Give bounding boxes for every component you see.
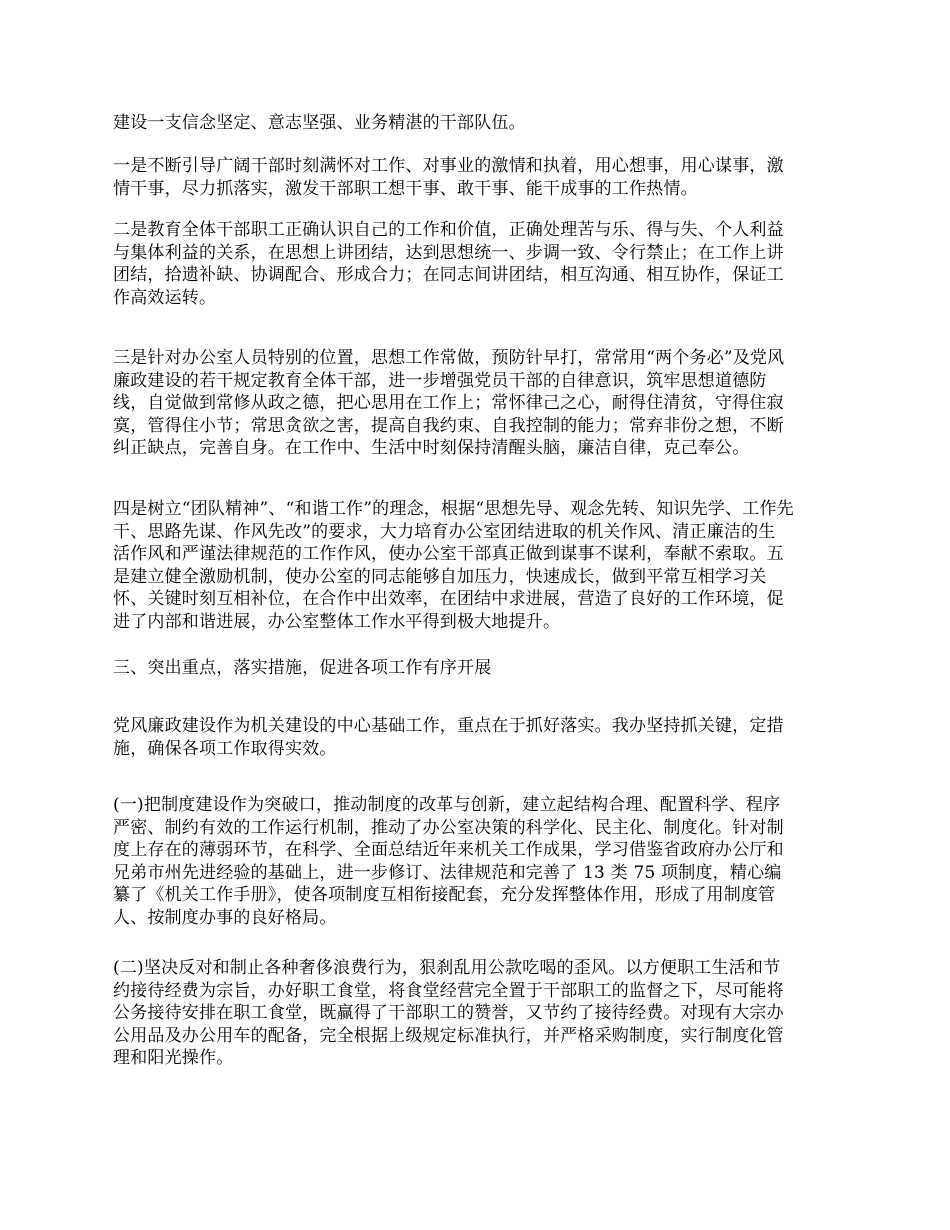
text-line: 进了内部和谐进展，办公室整体工作水平得到极大地提升。 [113, 611, 561, 632]
paragraph-point-three [113, 347, 784, 460]
paragraph-point-two [113, 219, 784, 309]
paragraph-section-intro [113, 715, 784, 760]
text-line: 约接待经费为宗旨，办好职工食堂，将食堂经营完全置于干部职工的监督之下，尽可能将 [113, 980, 784, 1001]
text-line: 廉政建设的若干规定教育全体干部，进一步增强党员干部的自律意识，筑牢思想道德防 [113, 370, 767, 391]
text-line: 人、按制度办事的良好格局。 [113, 907, 337, 928]
text-line: 二是教育全体干部职工正确认识自己的工作和价值，正确处理苦与乐、得与失、个人利益 [113, 220, 784, 240]
text-line: 建设一支信念坚定、意志坚强、业务精湛的干部队伍。 [113, 113, 526, 133]
paragraph-intro [113, 112, 526, 135]
text-line: 活作风和严谨法律规范的工作作风，使办公室干部真正做到谋事不谋利，奉献不索取。五 [113, 544, 784, 564]
text-line: 纠正缺点，完善自身。在工作中、生活中时刻保持清醒头脑，廉洁自律，克己奉公。 [113, 438, 750, 458]
text-line: 四是树立“团队精神”、“和谐工作”的理念，根据“思想先导、观念先转、知识先学、工作先 [113, 499, 794, 519]
text-line: 度上存在的薄弱环节，在科学、全面总结近年来机关工作成果，学习借鉴省政府办公厅和 [113, 840, 784, 860]
text-line: 施，确保各项工作取得实效。 [113, 738, 337, 759]
text-line: 严密、制约有效的工作运行机制，推动了办公室决策的科学化、民主化、制度化。针对制 [113, 817, 784, 838]
text-line: 怀、关键时刻互相补位，在合作中出效率，在团结中求进展，营造了良好的工作环境，促 [113, 589, 784, 609]
text-line: 团结，拾遗补缺、协调配合、形成合力；在同志间讲团结，相互沟通、相互协作，保证工 [113, 265, 784, 285]
text-line: 与集体利益的关系，在思想上讲团结，达到思想统一、步调一致、令行禁止；在工作上讲 [113, 242, 784, 263]
text-line: (二)坚决反对和制止各种奢侈浪费行为，狠刹乱用公款吃喝的歪风。以方便职工生活和节 [113, 958, 781, 978]
paragraph-point-one [113, 155, 784, 200]
text-line: 情干事，尽力抓落实，激发干部职工想干事、敢干事、能干成事的工作热情。 [113, 178, 698, 199]
text-line: 干、思路先谋、作风先改”的要求，大力培育办公室团结进取的机关作风、清正廉洁的生 [113, 521, 776, 542]
text-line: 线，自觉做到常修从政之德，把心思用在工作上；常怀律己之心，耐得住清贫，守得住寂 [113, 393, 784, 413]
text-line: 公务接待安排在职工食堂，既赢得了干部职工的赞誉，又节约了接待经费。对现有大宗办 [113, 1003, 784, 1023]
text-line: (一)把制度建设作为突破口，推动制度的改革与创新，建立起结构合理、配置科学、程序 [113, 795, 781, 815]
text-line: 三是针对办公室人员特别的位置，思想工作常做，预防针早打，常常用“两个务必”及党风 [113, 348, 785, 368]
section-heading [113, 657, 491, 680]
text-line: 三、突出重点，落实措施，促进各项工作有序开展 [113, 658, 492, 678]
text-line: 寞，管得住小节；常思贪欲之害，提高自我约束、自我控制的能力；常弃非份之想，不断 [113, 415, 784, 436]
paragraph-point-four [113, 498, 794, 633]
text-line: 纂了《机关工作手册》，使各项制度互相衔接配套，充分发挥整体作用，形成了用制度管 [113, 885, 776, 905]
text-line: 一是不断引导广阔干部时刻满怀对工作、对事业的激情和执着，用心想事，用心谋事，激 [113, 156, 784, 176]
text-line: 兄弟市州先进经验的基础上，进一步修订、法律规范和完善了 13 类 75 项制度，精心编 [113, 862, 782, 883]
paragraph-item-two [113, 957, 784, 1070]
paragraph-item-one [113, 794, 784, 929]
text-line: 理和阳光操作。 [113, 1048, 234, 1068]
text-line: 是建立健全激励机制，使办公室的同志能够自加压力，快速成长，做到平常互相学习关 [113, 566, 767, 587]
text-line: 党风廉政建设作为机关建设的中心基础工作，重点在于抓好落实。我办坚持抓关键，定措 [113, 716, 784, 736]
text-line: 公用品及办公用车的配备，完全根据上级规定标准执行，并严格采购制度，实行制度化管 [113, 1025, 784, 1046]
text-line: 作高效运转。 [113, 287, 217, 308]
